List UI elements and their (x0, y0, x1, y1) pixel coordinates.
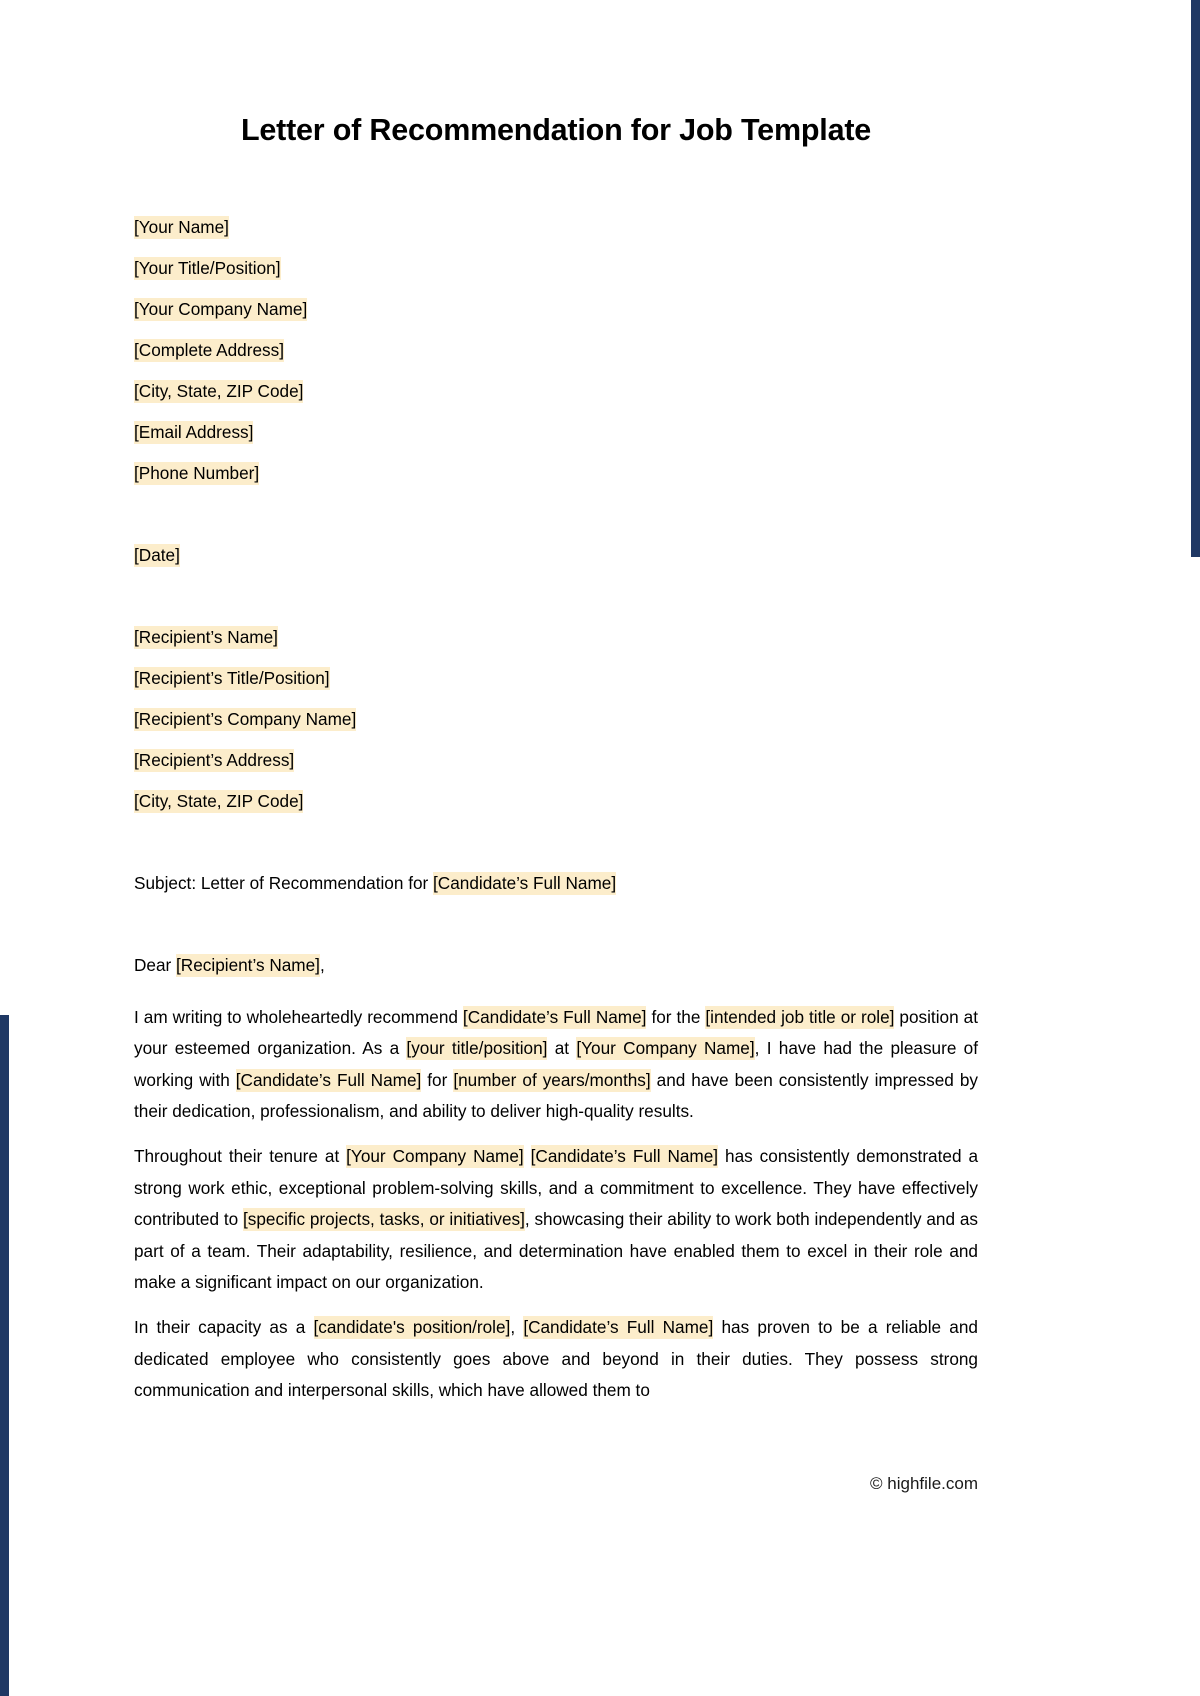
body-text: I am writing to wholeheartedly recommend (134, 1006, 463, 1027)
recipient-address-placeholder: [Recipient’s Address] (134, 749, 295, 770)
placeholder-field: [intended job title or role] (705, 1006, 895, 1027)
subject-label: Subject: Letter of Recommendation for (134, 872, 434, 893)
placeholder-field: [Your Company Name] (576, 1038, 755, 1059)
date-line (134, 535, 978, 576)
recipient-address-placeholder: [Recipient’s Name] (134, 626, 278, 647)
sender-address-placeholder: [Your Company Name] (134, 298, 308, 319)
date-placeholder: [Date] (134, 544, 180, 565)
subject-candidate-placeholder: [Candidate’s Full Name] (433, 872, 617, 893)
sender-address-line (134, 412, 978, 453)
para-1 (134, 1002, 978, 1128)
salutation-line (134, 945, 978, 986)
sender-address-block (134, 207, 978, 494)
recipient-address-placeholder: [City, State, ZIP Code] (134, 790, 304, 811)
placeholder-field: [your title/position] (406, 1038, 548, 1059)
body-text: position at your esteemed organization. As a (134, 1006, 978, 1059)
recipient-address-line (134, 781, 978, 822)
salutation-recipient-placeholder: [Recipient’s Name] (176, 954, 320, 975)
spacer-before-recipient (134, 576, 978, 617)
body-text: for (421, 1069, 454, 1090)
sender-address-placeholder: [Email Address] (134, 421, 254, 442)
sender-address-line (134, 371, 978, 412)
sender-address-line (134, 207, 978, 248)
sender-address-placeholder: [Complete Address] (134, 339, 284, 360)
body-text: , I have had the pleasure of working with (134, 1038, 978, 1090)
placeholder-field: [number of years/months] (453, 1069, 651, 1090)
body-text: has consistently demonstrated a strong work ethic, exceptional problem-solving skills, and a commitment to excellence. They have effectively contributed to (134, 1145, 978, 1230)
recipient-address-line (134, 617, 978, 658)
page-title: Letter of Recommendation for Job Template (240, 113, 872, 147)
body-text: , showcasing their ability to work both independently and as part of a team. Their adaptability, resilience, and determination have enabled them to excel in their role and make a significant impact on our organization. (134, 1209, 978, 1293)
spacer-before-date (134, 494, 978, 535)
sender-address-placeholder: [Phone Number] (134, 462, 260, 483)
footer-credit: © highfile.com (870, 1474, 978, 1493)
placeholder-field: [specific projects, tasks, or initiatives] (242, 1209, 525, 1230)
recipient-address-placeholder: [Recipient’s Company Name] (134, 708, 357, 729)
para-3 (134, 1312, 978, 1407)
sender-address-line (134, 453, 978, 494)
body-text (524, 1146, 531, 1166)
subject-line (134, 863, 978, 904)
recipient-address-placeholder: [Recipient’s Title/Position] (134, 667, 330, 688)
recipient-address-line (134, 740, 978, 781)
salutation-greeting: Dear (134, 954, 177, 975)
letter-body (134, 1002, 978, 1407)
body-text: , (510, 1316, 524, 1337)
body-text: at (547, 1038, 577, 1059)
sender-address-line (134, 330, 978, 371)
body-text: has proven to be a reliable and dedicated employee who consistently goes above and beyond in their duties. They possess strong communication and interpersonal skills, which have allowed them to (134, 1316, 978, 1401)
placeholder-field: [Candidate’s Full Name] (235, 1069, 422, 1090)
para-2 (134, 1141, 978, 1299)
placeholder-field: [Candidate’s Full Name] (462, 1006, 647, 1027)
recipient-address-block (134, 617, 978, 822)
placeholder-field: [Candidate’s Full Name] (523, 1316, 714, 1337)
salutation-punctuation: , (319, 954, 325, 975)
sender-address-placeholder: [Your Title/Position] (134, 257, 281, 278)
sender-address-line (134, 248, 978, 289)
body-text: for the (646, 1006, 706, 1027)
sender-address-placeholder: [City, State, ZIP Code] (134, 380, 304, 401)
body-text: Throughout their tenure at (134, 1145, 347, 1166)
placeholder-field: [candidate's position/role] (313, 1316, 511, 1337)
placeholder-field: [Candidate’s Full Name] (530, 1145, 719, 1166)
placeholder-field: [Your Company Name] (346, 1145, 524, 1166)
sender-address-line (134, 289, 978, 330)
recipient-address-line (134, 658, 978, 699)
sender-address-placeholder: [Your Name] (134, 216, 229, 237)
body-text: In their capacity as a (134, 1316, 314, 1337)
recipient-address-line (134, 699, 978, 740)
body-text: and have been consistently impressed by their dedication, professionalism, and ability to deliver high-quality results. (134, 1069, 978, 1122)
